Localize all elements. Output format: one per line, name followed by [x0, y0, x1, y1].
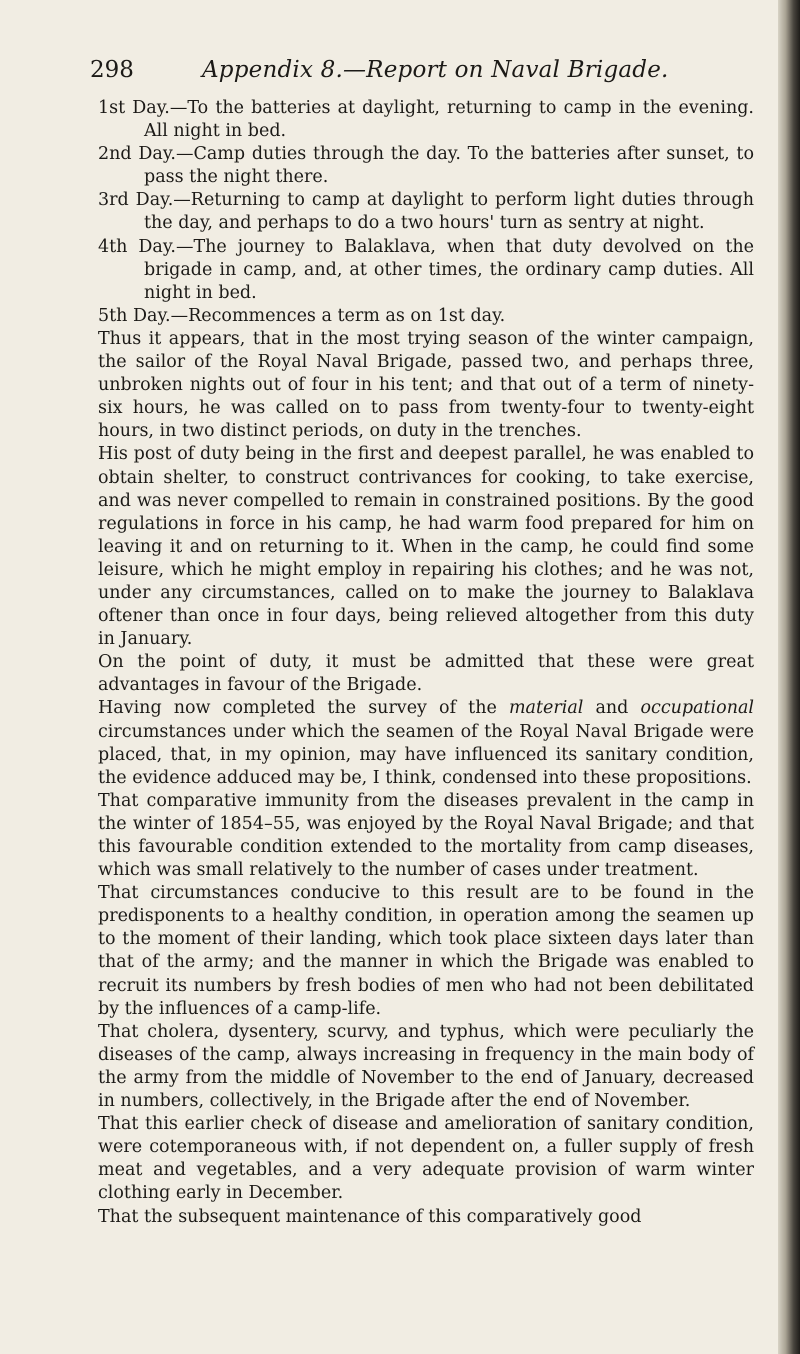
day-entry-5: 5th Day.—Recommences a term as on 1st day. — [98, 305, 506, 326]
paragraph-summary: Thus it appears, that in the most trying season of the winter campaign, the sailor of the Royal Naval Brigade, passed two, and perhaps three, unbroken nights out of four in his tent; and that out of a term of ninety-six hours, he was called on to pass from twenty-four to twenty-eight hours, in two distinct periods, on duty in the trenches. — [98, 328, 754, 442]
day-entry-2: 2nd Day.—Camp duties through the day. To the batteries after sunset, to pass the night there. — [98, 144, 754, 188]
page-gutter-edge — [778, 0, 800, 1354]
day-entry-1: 1st Day.—To the batteries at daylight, returning to camp in the evening. All night in bed. — [98, 98, 754, 142]
body-text — [98, 97, 754, 1229]
paragraph-advantages: On the point of duty, it must be admitted that these were great advantages in favour of the Brigade. — [98, 652, 754, 696]
survey-text-rest: circumstances under which the seamen of the Royal Naval Brigade were placed, that, in my opinion, may have influenced its sanitary condition, the evidence adduced may be, I think, condensed into these propositions. — [98, 721, 754, 788]
running-title: Appendix 8.—Report on Naval Brigade. — [202, 57, 669, 83]
proposition-diseases: That cholera, dysentery, scurvy, and typhus, which were peculiarly the diseases of the camp, always increasing in frequency in the main body of the army from the middle of November to the end of January, decreased in numbers, collectively, in the Brigade after the end of November. — [98, 1021, 754, 1112]
day-entry-3: 3rd Day.—Returning to camp at daylight to perform light duties through the day, and perhaps to do a two hours' turn as sentry at night. — [98, 190, 754, 234]
proposition-immunity: That comparative immunity from the diseases prevalent in the camp in the winter of 1854–55, was enjoyed by the Royal Naval Brigade; and that this favourable condition extended to the mortality from camp diseases, which was small relatively to the number of cases under treatment. — [98, 790, 754, 881]
survey-text-start: Having now completed the survey of the — [98, 698, 509, 719]
paragraph-survey — [98, 697, 754, 789]
survey-term-occupational: occupational — [640, 698, 754, 719]
page-number: 298 — [90, 57, 134, 83]
running-head — [90, 55, 750, 85]
proposition-maintenance: That the subsequent maintenance of this comparatively good — [98, 1206, 642, 1227]
survey-text-and: and — [583, 698, 641, 719]
paragraph-post-of-duty: His post of duty being in the first and deepest parallel, he was enabled to obtain shelter, to construct contrivances for cooking, to take exercise, and was never compelled to remain in constrained positions. By the good regulations in force in his camp, he had warm food prepared for him on leaving it and on returning to it. When in the camp, he could find some leisure, which he might employ in repairing his clothes; and he was not, under any circumstances, called on to make the journey to Balaklava oftener than once in four days, being relieved altogether from this duty in January. — [98, 444, 754, 650]
survey-term-material: material — [508, 698, 584, 719]
day-entry-4: 4th Day.—The journey to Balaklava, when that duty devolved on the brigade in camp, and, at other times, the ordinary camp duties. All night in bed. — [98, 236, 754, 303]
proposition-supply: That this earlier check of disease and amelioration of sanitary condition, were cotemporaneous with, if not dependent on, a fuller supply of fresh meat and vegetables, and a very adequate provision of warm winter clothing early in December. — [98, 1114, 754, 1204]
proposition-predisponents: That circumstances conducive to this result are to be found in the predisponents to a healthy condition, in operation among the seamen up to the moment of their landing, which took place sixteen days later than that of the army; and the manner in which the Brigade was enabled to recruit its numbers by fresh bodies of men who had not been debilitated by the influences of a camp-life. — [98, 883, 754, 1019]
